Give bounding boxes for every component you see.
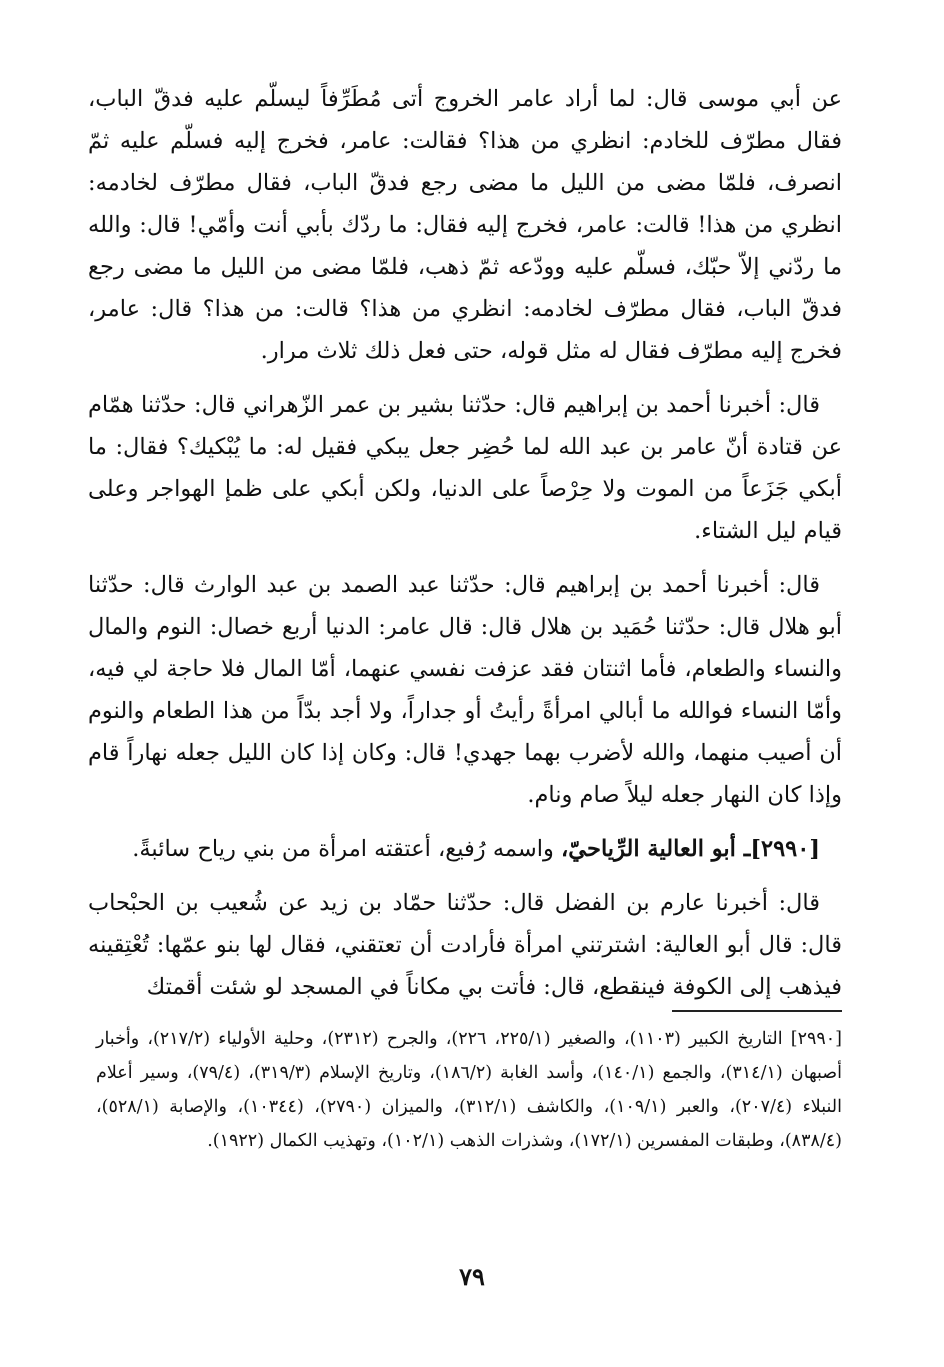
footnote-separator bbox=[672, 1010, 842, 1012]
biography-entry bbox=[88, 828, 842, 870]
paragraph-4: قال: أخبرنا عارم بن الفضل قال: حدّثنا حمّاد بن زيد عن شُعيب بن الحبْحاب قال: قال أبو العالية: اشترتني امرأة فأرادت أن تعتقني، فقال لها بنو عمّها: تُعْتِقينه فيذهب إلى الكوفة فينقطع، قال: فأتت بي مكاناً في المسجد لو شئت أقمتك bbox=[88, 890, 842, 1000]
page-number: ٧٩ bbox=[459, 1262, 485, 1291]
paragraph-2: قال: أخبرنا أحمد بن إبراهيم قال: حدّثنا بشير بن عمر الزّهراني قال: حدّثنا همّام عن قتادة أنّ عامر بن عبد الله لما حُضِر جعل يبكي فقيل له: ما يُبْكيك؟ فقال: ما أبكي جَزَعاً من الموت ولا حِرْصاً على الدنيا، ولكن أبكي على ظمإ الهواجر وعلى قيام ليل الشتاء. bbox=[88, 392, 842, 544]
footnote: [٢٩٩٠] التاريخ الكبير (١١٠٣)، والصغير (٢٢٥/١، ٢٢٦)، والجرح (٢٣١٢)، وحلية الأولياء (٢١٧/٢)، وأخبار أصبهان (٣١٤/١)، والجمع (١٤٠/١)، وأسد الغابة (١٨٦/٢)، وتاريخ الإسلام (٣١٩/٣)، (٧٩/٤)، وسير أعلام النبلاء (٢٠٧/٤)، والعبر (١٠٩/١)، والكاشف (٣١٢/١)، والميزان (٢٧٩٠)، (١٠٣٤٤)، والإصابة (٥٢٨/١)، (٨٣٨/٤)، وطبقات المفسرين (١٧٢/١)، وشذرات الذهب (١٠٢/١)، وتهذيب الكمال (١٩٢٢). bbox=[96, 1029, 843, 1151]
paragraph-3: قال: أخبرنا أحمد بن إبراهيم قال: حدّثنا عبد الصمد بن عبد الوارث قال: حدّثنا أبو هلال قال: حدّثنا حُمَيد بن هلال قال: قال عامر: الدنيا أربع خصال: النوم والمال والنساء والطعام، فأما اثنتان فقد عزفت نفسي عنهما، أمّا المال فلا حاجة لي فيه، وأمّا النساء فوالله ما أبالي امرأةً رأيتُ أو جداراً، ولا أجد بدّاً من هذا الطعام والنوم أن أصيب منهما، والله لأضرب بهما جهدي! قال: وكان إذا كان الليل جعله نهاراً قام وإذا كان النهار جعله ليلاً صام ونام. bbox=[88, 572, 842, 808]
biography-heading: [٢٩٩٠]ـ أبو العالية الرِّياحيّ، bbox=[561, 836, 820, 862]
main-text bbox=[88, 78, 842, 1020]
paragraph-1: عن أبي موسى قال: لما أراد عامر الخروج أتى مُطَرِّفاً ليسلّم عليه فدقّ الباب، فقال مطرّف للخادم: انظري من هذا؟ فقالت: عامر، فخرج إليه فسلّم عليه ثمّ انصرف، فلمّا مضى من الليل ما مضى رجع فدقّ الباب، فقال مطرّف لخادمه: انظري من هذا! قالت: عامر، فخرج إليه فقال: ما ردّك بأبي أنت وأمّي! قال: والله ما ردّني إلاّ حبّك، فسلّم عليه وودّعه ثمّ ذهب، فلمّا مضى من الليل ما مضى رجع فدقّ الباب، فقال مطرّف لخادمه: انظري من هذا؟ قالت: من هذا؟ قال: عامر، فخرج إليه مطرّف فقال له مثل قوله، حتى فعل ذلك ثلاث مرار. bbox=[88, 86, 842, 364]
biography-text: واسمه رُفيع، أعتقته امرأة من بني رياح سائبةً. bbox=[132, 836, 562, 862]
